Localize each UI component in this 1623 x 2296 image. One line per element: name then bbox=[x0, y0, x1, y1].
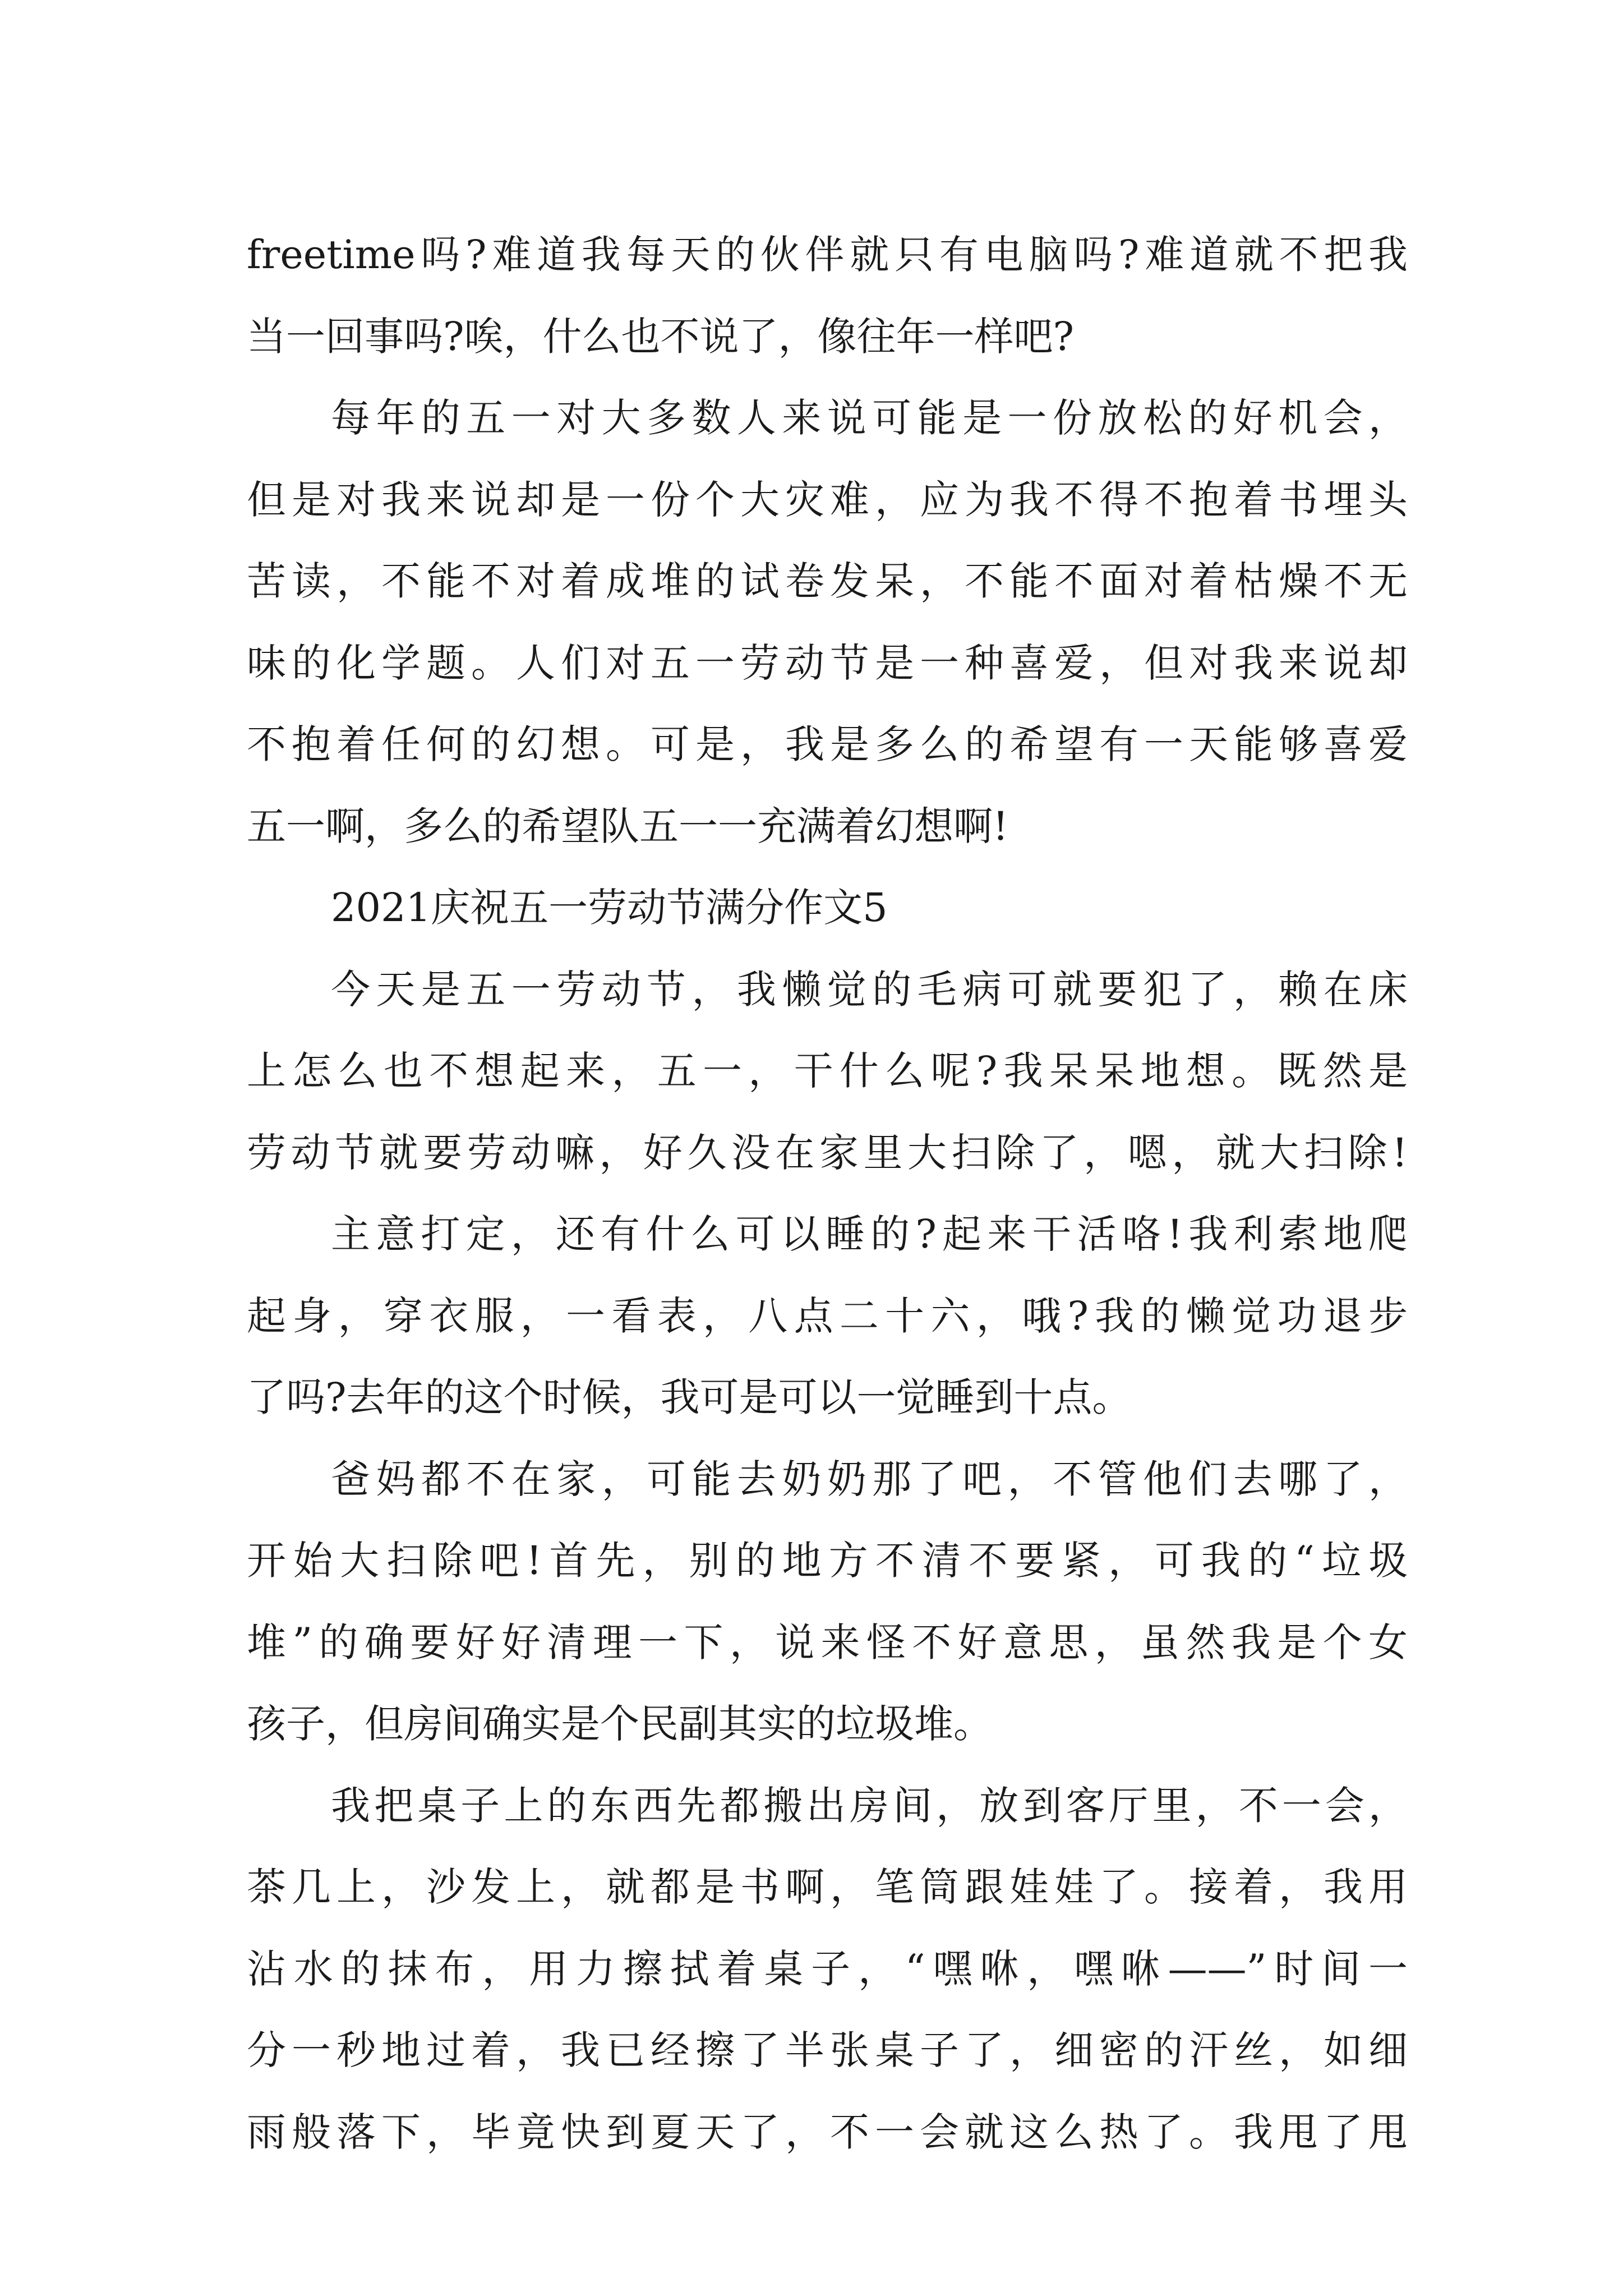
text-line: 沾水的抹布，用力擦拭着桌子，“嘿咻，嘿咻——”时间一 bbox=[247, 1945, 1408, 1992]
text-line: 茶几上，沙发上，就都是书啊，笔筒跟娃娃了。接着，我用 bbox=[247, 1864, 1408, 1910]
text-line: 起身，穿衣服，一看表，八点二十六，哦?我的懒觉功退步 bbox=[247, 1292, 1408, 1339]
text-line: 劳动节就要劳动嘛，好久没在家里大扫除了，嗯，就大扫除! bbox=[247, 1129, 1408, 1176]
text-line: 主意打定，还有什么可以睡的?起来干活咯!我利索地爬 bbox=[331, 1211, 1408, 1257]
text-line: 我把桌子上的东西先都搬出房间，放到客厅里，不一会， bbox=[331, 1782, 1408, 1829]
text-line: 雨般落下，毕竟快到夏天了，不一会就这么热了。我甩了甩 bbox=[247, 2109, 1408, 2155]
text-line: 堆”的确要好好清理一下，说来怪不好意思，虽然我是个女 bbox=[247, 1619, 1408, 1665]
text-line: 当一回事吗?唉，什么也不说了，像往年一样吧? bbox=[247, 313, 1075, 360]
section-heading: 2021庆祝五一劳动节满分作文5 bbox=[331, 885, 888, 931]
text-line: 上怎么也不想起来，五一，干什么呢?我呆呆地想。既然是 bbox=[247, 1048, 1408, 1094]
text-line: 爸妈都不在家，可能去奶奶那了吧，不管他们去哪了， bbox=[331, 1456, 1408, 1502]
text-line: 开始大扫除吧!首先，别的地方不清不要紧，可我的“垃圾 bbox=[247, 1538, 1408, 1584]
text-line: freetime吗?难道我每天的伙伴就只有电脑吗?难道就不把我 bbox=[247, 232, 1408, 278]
text-line: 孩子，但房间确实是个民副其实的垃圾堆。 bbox=[247, 1701, 993, 1747]
text-line: 五一啊，多么的希望队五一一充满着幻想啊! bbox=[247, 803, 1009, 849]
text-line: 但是对我来说却是一份个大灾难，应为我不得不抱着书埋头 bbox=[247, 476, 1408, 523]
text-line: 分一秒地过着，我已经擦了半张桌子了，细密的汗丝，如细 bbox=[247, 2027, 1408, 2073]
text-line: 味的化学题。人们对五一劳动节是一种喜爱，但对我来说却 bbox=[247, 639, 1408, 686]
text-line: 每年的五一对大多数人来说可能是一份放松的好机会， bbox=[331, 395, 1408, 441]
text-line: 不抱着任何的幻想。可是，我是多么的希望有一天能够喜爱 bbox=[247, 721, 1408, 767]
text-line: 了吗?去年的这个时候，我可是可以一觉睡到十点。 bbox=[247, 1374, 1132, 1420]
text-line: 苦读，不能不对着成堆的试卷发呆，不能不面对着枯燥不无 bbox=[247, 558, 1408, 604]
article-body bbox=[247, 214, 1408, 2173]
text-line: 今天是五一劳动节，我懒觉的毛病可就要犯了，赖在床 bbox=[331, 966, 1408, 1013]
